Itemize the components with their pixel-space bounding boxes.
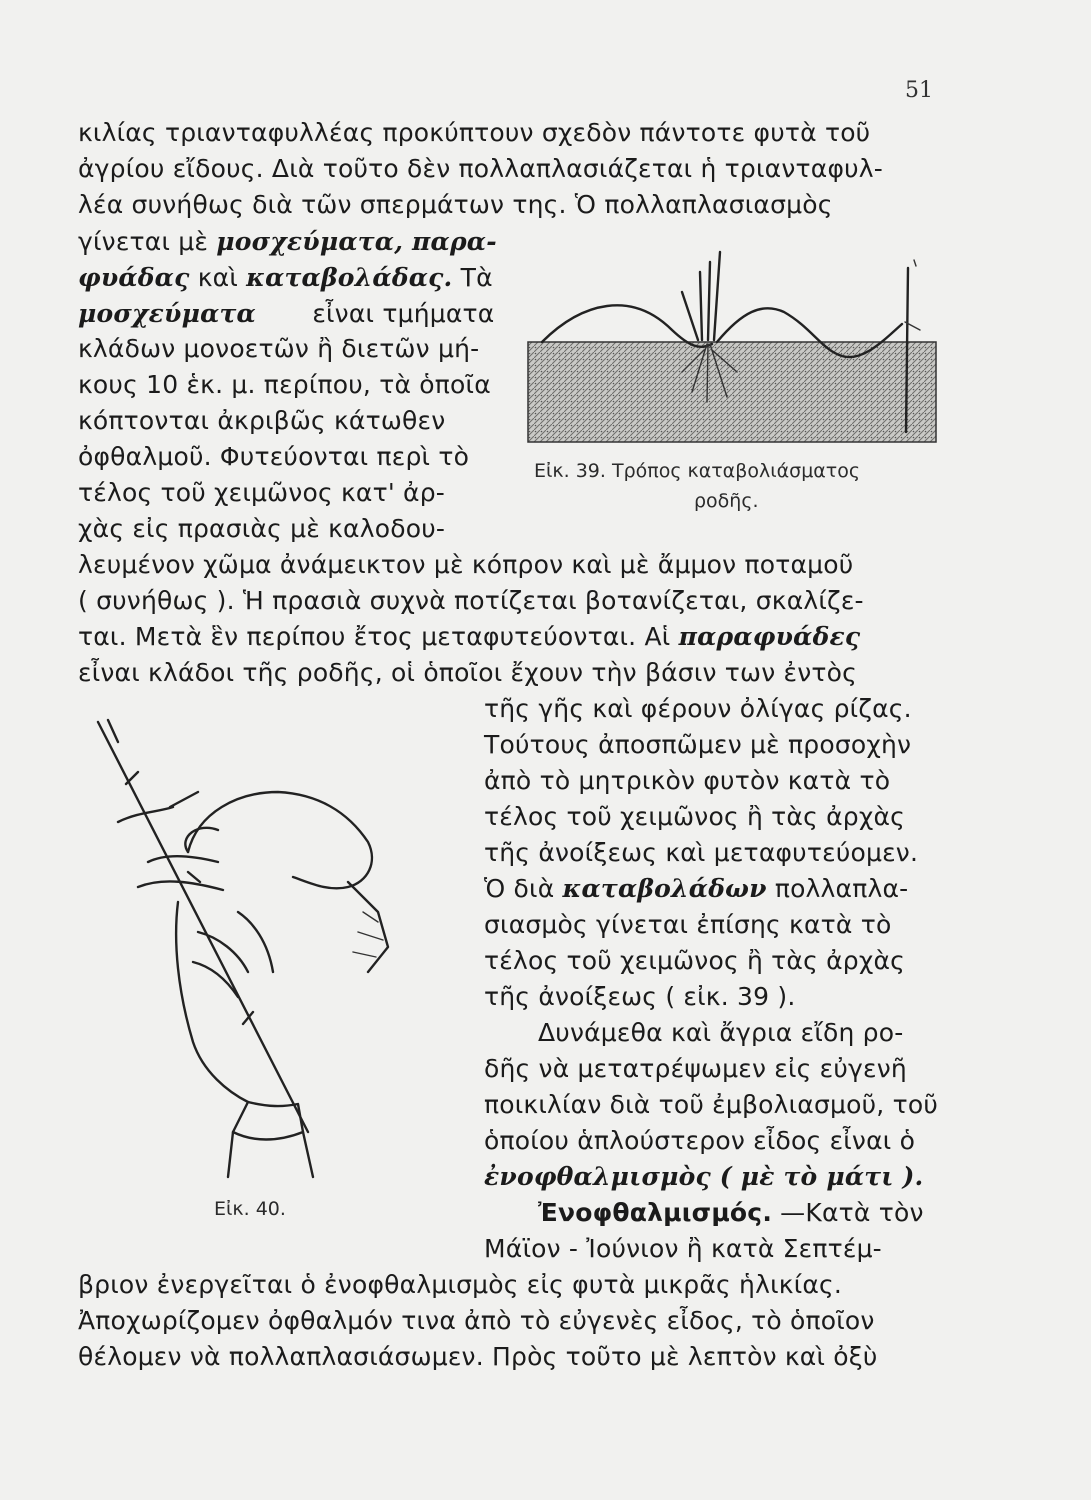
text-line: τῆς ἀνοίξεως καὶ μεταφυτεύομεν. (484, 838, 919, 867)
soil (528, 342, 936, 442)
rose-stem (98, 722, 308, 1132)
upright-canes (682, 252, 720, 340)
text-run: εἶναι τμήματα (312, 299, 495, 328)
emphasis-term: καταβολάδων (562, 874, 767, 903)
figure-39-layering-illustration (522, 232, 940, 444)
text-line: ἀπὸ τὸ μητρικὸν φυτὸν κατὰ τὸ (484, 766, 891, 795)
emphasis-term: φυάδας (78, 263, 190, 292)
text-line: ἀγρίου εἴδους. Διὰ τοῦτο δὲν πολλαπλασιάζεται ἡ τριανταφυλ- (78, 154, 884, 183)
text-run: Ὁ διὰ (484, 874, 555, 903)
text-line: ποικιλίαν διὰ τοῦ ἐμβολιασμοῦ, τοῦ (484, 1090, 939, 1119)
text-line: δῆς νὰ μετατρέψωμεν εἰς εὐγενῆ (484, 1054, 907, 1083)
text-line: Ἀποχωρίζομεν ὀφθαλμόν τινα ἀπὸ τὸ εὐγενὲς εἶδος, τὸ ὁποῖον (78, 1306, 875, 1335)
text-run: πολλαπλα- (774, 874, 909, 903)
text-line (484, 874, 908, 904)
text-line: ὁποίου ἁπλούστερον εἶδος εἶναι ὁ (484, 1126, 916, 1155)
text-line: κόπτονται ἀκριβῶς κάτωθεν (78, 406, 446, 435)
lower-cuff (233, 1102, 303, 1140)
text-line: τέλος τοῦ χειμῶνος κατ' ἀρ- (78, 478, 446, 507)
text-line: κους 10 ἑκ. μ. περίπου, τὰ ὁποῖα (78, 370, 491, 399)
text-line (78, 299, 494, 329)
text-line: τέλος τοῦ χειμῶνος ἢ τὰς ἀρχὰς (484, 946, 906, 975)
figure-40-grafting-hands-illustration (78, 712, 468, 1182)
text-line: βριον ἐνεργεῖται ὁ ἐνοφθαλμισμὸς εἰς φυτὰ μικρᾶς ἡλικίας. (78, 1270, 843, 1299)
text-line: κιλίας τριανταφυλλέας προκύπτουν σχεδὸν πάντοτε φυτὰ τοῦ (78, 118, 871, 147)
text-line (78, 227, 497, 257)
text-line: λέα συνήθως διὰ τῶν σπερμάτων της. Ὁ πολλαπλασιασμὸς (78, 190, 833, 219)
text-line: κλάδων μονοετῶν ἢ διετῶν μή- (78, 334, 480, 363)
figure-39-caption: Εἰκ. 39. Τρόπος καταβολιάσματος (534, 460, 861, 482)
text-line: Τούτους ἀποσπῶμεν μὲ προσοχὴν (484, 730, 912, 759)
emphasis-term: μοσχεύματα, παρα- (216, 227, 497, 256)
text-run: ται. Μετὰ ἓν περίπου ἔτος μεταφυτεύονται. Αἱ (78, 622, 671, 651)
text-line: ( συνήθως ). Ἡ πρασιὰ συχνὰ ποτίζεται βοτανίζεται, σκαλίζε- (78, 586, 864, 615)
stem-thorns (108, 720, 253, 1024)
text-line: χὰς εἰς πρασιὰς μὲ καλοδου- (78, 514, 446, 543)
text-line: ὀφθαλμοῦ. Φυτεύονται περὶ τὸ (78, 442, 470, 471)
text-line: Μάϊον - Ἰούνιον ἢ κατὰ Σεπτέμ- (484, 1234, 882, 1263)
emphasis-term: μοσχεύματα (78, 299, 256, 328)
emphasis-term: καταβολάδας. (246, 263, 453, 292)
text-line: εἶναι κλάδοι τῆς ροδῆς, οἱ ὁποῖοι ἔχουν τὴν βάσιν των ἐντὸς (78, 658, 857, 687)
text-run: καὶ (197, 263, 238, 292)
grafting-drawing (78, 712, 468, 1182)
text-line: τέλος τοῦ χειμῶνος ἢ τὰς ἀρχὰς (484, 802, 906, 831)
left-arched-cane (542, 305, 712, 347)
text-line: λευμένον χῶμα ἀνάμεικτον μὲ κόπρον καὶ μὲ ἄμμον ποταμοῦ (78, 550, 854, 579)
text-line: Δυνάμεθα καὶ ἄγρια εἴδη ρο- (538, 1018, 904, 1047)
text-line: τῆς γῆς καὶ φέρουν ὀλίγας ρίζας. (484, 694, 912, 723)
lower-hand (176, 902, 273, 1102)
layering-drawing (522, 232, 940, 444)
upper-cuff (348, 882, 388, 972)
section-heading: Ἐνοφθαλμισμός. (538, 1198, 773, 1227)
page-number: 51 (905, 78, 933, 103)
text-line: σιασμὸς γίνεται ἐπίσης κατὰ τὸ (484, 910, 892, 939)
text-run: γίνεται μὲ (78, 227, 209, 256)
text-line: θέλομεν νὰ πολλαπλασιάσωμεν. Πρὸς τοῦτο μὲ λεπτὸν καὶ ὀξὺ (78, 1342, 878, 1371)
upper-hand-back (188, 792, 372, 888)
text-line (484, 1162, 923, 1192)
text-line: τῆς ἀνοίξεως ( εἰκ. 39 ). (484, 982, 796, 1011)
side-branch (118, 792, 198, 822)
text-line (538, 1198, 924, 1228)
figure-39-caption: ροδῆς. (694, 490, 759, 512)
emphasis-term: ἐνοφθαλμισμὸς ( μὲ τὸ μάτι ). (484, 1162, 924, 1191)
cuff-hatching (353, 912, 383, 957)
text-line (78, 263, 493, 293)
figure-40-caption: Εἰκ. 40. (214, 1198, 286, 1220)
text-line (78, 622, 860, 652)
text-run: —Κατὰ τὸν (780, 1198, 924, 1227)
emphasis-term: παραφυάδες (678, 622, 861, 651)
text-run: Τὰ (460, 263, 493, 292)
